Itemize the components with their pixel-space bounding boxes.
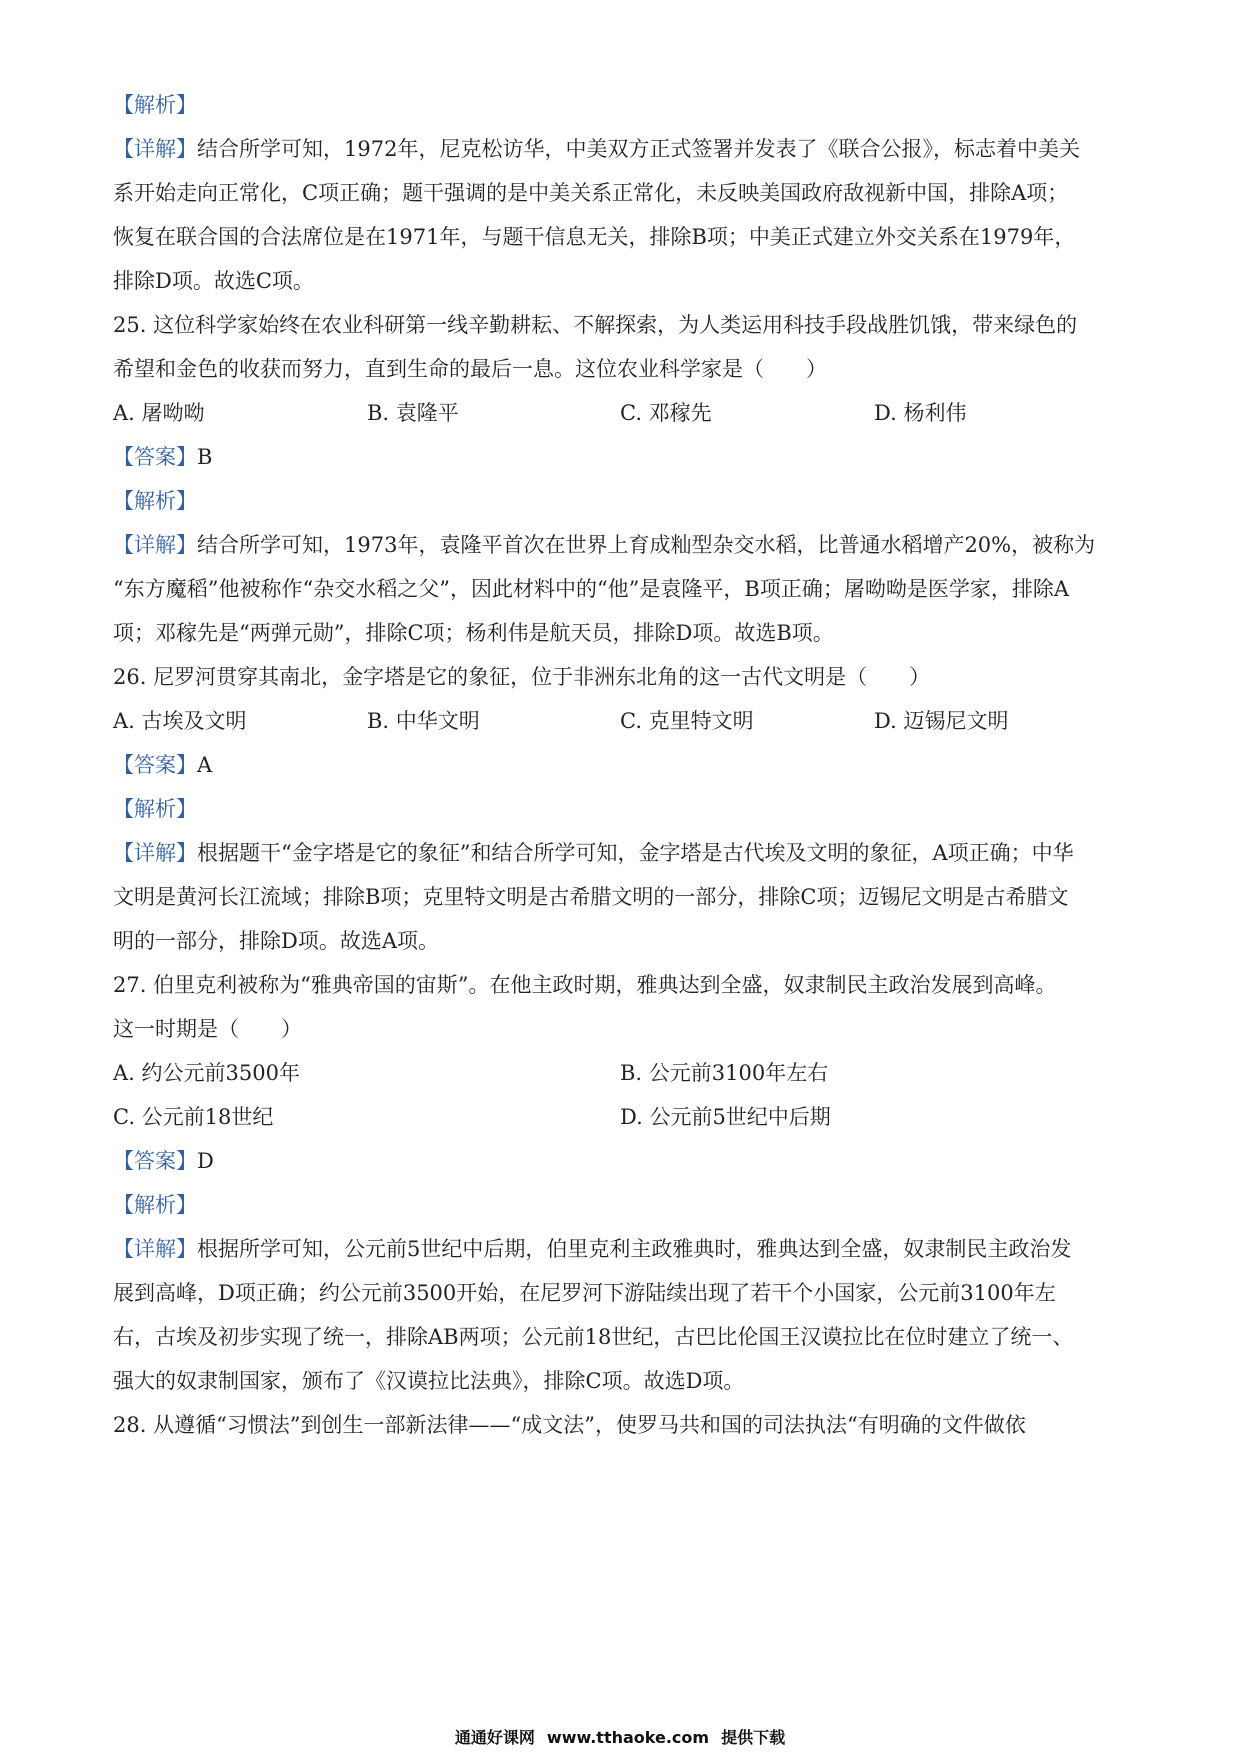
- q25-stem-line-1: 25. 这位科学家始终在农业科研第一线辛勤耕耘、不解探索，为人类运用科技手段战胜饥饿，带来绿色的: [113, 313, 1078, 337]
- q25-analysis-heading: 【解析】: [113, 489, 197, 513]
- prev-detail-line-3: 恢复在联合国的合法席位是在1971年，与题干信息无关，排除B项；中美正式建立外交关系在1979年，: [113, 225, 1076, 249]
- footer-suffix: 提供下载: [721, 1728, 786, 1747]
- q26-analysis-heading: 【解析】: [113, 797, 197, 821]
- q27-option-c: C. 公元前18世纪: [113, 1105, 274, 1129]
- q26-detail-line-1: 【详解】根据题干“金字塔是它的象征”和结合所学可知，金字塔是古代埃及文明的象征，A项正确；中华: [113, 841, 1074, 865]
- q26-answer: 【答案】A: [113, 753, 213, 777]
- prev-detail-line-1: 【详解】结合所学可知，1972年，尼克松访华，中美双方正式签署并发表了《联合公报》，标志着中美关: [113, 137, 1080, 161]
- q27-detail-line-2: 展到高峰，D项正确；约公元前3500开始，在尼罗河下游陆续出现了若干个小国家，公元前3100年左: [113, 1281, 1056, 1305]
- q26-detail-line-2: 文明是黄河长江流域；排除B项；克里特文明是古希腊文明的一部分，排除C项；迈锡尼文明是古希腊文: [113, 885, 1069, 909]
- q27-stem-line-1: 27. 伯里克利被称为“雅典帝国的宙斯”。在他主政时期，雅典达到全盛，奴隶制民主政治发展到高峰。: [113, 973, 1057, 997]
- q27-detail-line-3: 右，古埃及初步实现了统一，排除AB两项；公元前18世纪，古巴比伦国王汉谟拉比在位时建立了统一、: [113, 1325, 1074, 1349]
- q26-stem-line-1: 26. 尼罗河贯穿其南北，金字塔是它的象征，位于非洲东北角的这一古代文明是（ ）: [113, 665, 931, 689]
- prev-detail-line-4: 排除D项。故选C项。: [113, 269, 314, 293]
- footer-url[interactable]: www.tthaoke.com: [546, 1728, 710, 1747]
- q25-option-b: B. 袁隆平: [367, 401, 459, 425]
- q26-option-d: D. 迈锡尼文明: [874, 709, 1009, 733]
- q27-analysis-heading: 【解析】: [113, 1193, 197, 1217]
- q27-detail-line-1: 【详解】根据所学可知，公元前5世纪中后期，伯里克利主政雅典时，雅典达到全盛，奴隶制民主政治发: [113, 1237, 1072, 1261]
- q27-option-a: A. 约公元前3500年: [113, 1061, 300, 1085]
- q27-stem-line-2: 这一时期是（ ）: [113, 1017, 302, 1041]
- q27-option-d: D. 公元前5世纪中后期: [620, 1105, 831, 1129]
- q25-option-a: A. 屠呦呦: [113, 401, 205, 425]
- q26-detail-line-3: 明的一部分，排除D项。故选A项。: [113, 929, 440, 953]
- q27-detail-line-4: 强大的奴隶制国家，颁布了《汉谟拉比法典》，排除C项。故选D项。: [113, 1369, 745, 1393]
- q26-option-c: C. 克里特文明: [620, 709, 754, 733]
- footer-site-name: 通通好课网: [454, 1728, 535, 1747]
- q27-option-b: B. 公元前3100年左右: [620, 1061, 829, 1085]
- q25-option-c: C. 邓稼先: [620, 401, 712, 425]
- q25-detail-line-2: “东方魔稻”他被称作“杂交水稻之父”，因此材料中的“他”是袁隆平，B项正确；屠呦呦是医学家，排除A: [113, 577, 1070, 601]
- q27-answer: 【答案】D: [113, 1149, 214, 1173]
- q28-stem-line-1: 28. 从遵循“习惯法”到创生一部新法律——“成文法”，使罗马共和国的司法执法“有明确的文件做依: [113, 1413, 1026, 1437]
- q26-option-b: B. 中华文明: [367, 709, 480, 733]
- prev-detail-line-2: 系开始走向正常化，C项正确；题干强调的是中美关系正常化，未反映美国政府敌视新中国，排除A项；: [113, 181, 1069, 205]
- page-footer: [0, 1727, 1240, 1749]
- q25-option-d: D. 杨利伟: [874, 401, 967, 425]
- q26-option-a: A. 古埃及文明: [113, 709, 247, 733]
- q25-detail-line-1: 【详解】结合所学可知，1973年，袁隆平首次在世界上育成籼型杂交水稻，比普通水稻增产20%，被称为: [113, 533, 1096, 557]
- prev-analysis-heading: 【解析】: [113, 93, 197, 117]
- q25-stem-line-2: 希望和金色的收获而努力，直到生命的最后一息。这位农业科学家是（ ）: [113, 357, 827, 381]
- q25-answer: 【答案】B: [113, 445, 213, 469]
- q25-detail-line-3: 项；邓稼先是“两弹元勋”，排除C项；杨利伟是航天员，排除D项。故选B项。: [113, 621, 834, 645]
